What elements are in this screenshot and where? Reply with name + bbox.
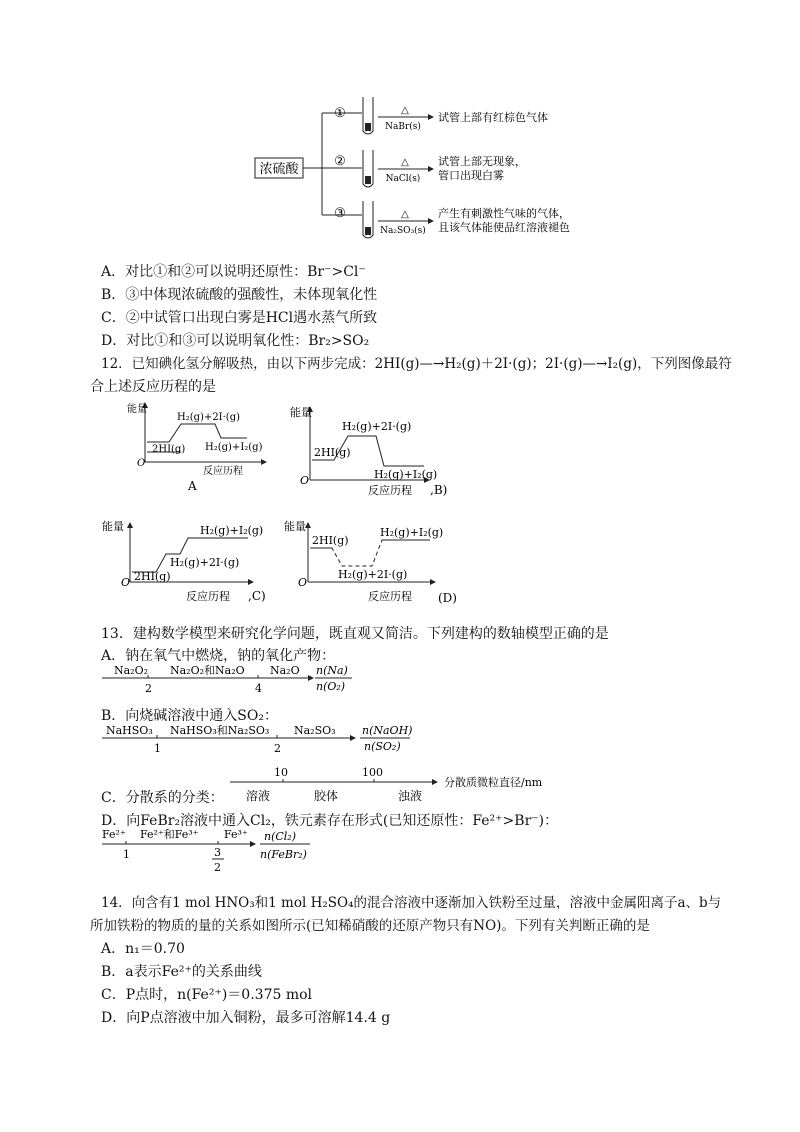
graph-c-label: ,C) bbox=[248, 589, 266, 603]
result-3a: 产生有刺激性气味的气体， bbox=[438, 207, 570, 220]
q14-option-d: D．向P点溶液中加入铜粉，最多可溶解14.4 g bbox=[101, 1010, 391, 1026]
q12-s_2hi: 2HI(g) bbox=[152, 444, 186, 455]
q13-C-segs-1: 胶体 bbox=[314, 789, 339, 803]
q13-D-segs-1: Fe²⁺和Fe³⁺ bbox=[140, 828, 199, 841]
q13-d-axis bbox=[100, 826, 340, 874]
graph-d bbox=[284, 518, 470, 608]
q12-s_h2i: H₂(g)+2I·(g) bbox=[338, 568, 408, 581]
q12-stem-1: 12．已知碘化氢分解吸热，由以下两步完成：2HI(g)—→H₂(g)＋2I·(g)；2I·(g)—→I₂(g)，下列图像最符 bbox=[101, 356, 732, 372]
q13-c-axis bbox=[228, 764, 588, 804]
q12-s_h2i2: H₂(g)+I₂(g) bbox=[205, 442, 263, 453]
q13-A-ticks-1: 4 bbox=[255, 682, 262, 695]
reagent-label: 浓硫酸 bbox=[259, 162, 299, 177]
q13-D-frac_den: 2 bbox=[214, 861, 221, 874]
q13-C-segs-0: 溶液 bbox=[246, 789, 271, 803]
q13-D-den: n(FeBr₂) bbox=[260, 848, 307, 861]
q13-B-segs-0: NaHSO₃ bbox=[106, 724, 153, 737]
q13-A-den: n(O₂) bbox=[316, 680, 346, 693]
q12-s_2hi: 2HI(g) bbox=[134, 570, 171, 583]
q11-option-c: C．②中试管口出现白雾是HCl遇水蒸气所致 bbox=[101, 310, 378, 326]
q13-D-num: n(Cl₂) bbox=[264, 830, 297, 843]
graph-b-label: ,B) bbox=[430, 483, 448, 497]
q12-s_2hi: 2HI(g) bbox=[314, 446, 351, 459]
q12-axis_y: 能量 bbox=[102, 520, 124, 533]
q13-C-ticks-0: 10 bbox=[274, 766, 288, 779]
q13-A-num: n(Na) bbox=[316, 664, 348, 677]
q13-A-segs-1: Na₂O₂和Na₂O bbox=[170, 664, 245, 677]
q12-origin: O bbox=[121, 576, 131, 589]
q12-axis_y: 能量 bbox=[284, 520, 306, 533]
q13-B-ticks-1: 2 bbox=[274, 742, 281, 755]
q12-axis_y: 能量 bbox=[127, 404, 147, 415]
result-1: 试管上部有红棕色气体 bbox=[438, 111, 548, 124]
q13-option-b: B．向烧碱溶液中通入SO₂： bbox=[101, 708, 278, 724]
q13-C-ticks-1: 100 bbox=[362, 766, 383, 779]
q12-s_h2i2: H₂(g)+I₂(g) bbox=[374, 468, 438, 481]
heat-symbol-3: △ bbox=[401, 209, 409, 220]
q13-b-axis bbox=[100, 722, 430, 758]
heat-symbol-1: △ bbox=[401, 105, 409, 116]
q11-option-a: A．对比①和②可以说明还原性：Br⁻>Cl⁻ bbox=[101, 264, 366, 280]
q12-origin: O bbox=[137, 458, 146, 469]
q14-stem-1: 14．向含有1 mol HNO₃和1 mol H₂SO₄的混合溶液中逐渐加入铁粉至过量，溶液中金属阳离子a、b与 bbox=[101, 895, 722, 911]
result-3b: 且该气体能使品红溶液褪色 bbox=[438, 221, 570, 234]
q12-axis_x: 反应历程 bbox=[186, 590, 230, 603]
q11-option-b: B．③中体现浓硫酸的强酸性，未体现氧化性 bbox=[101, 287, 378, 303]
tube-num-1: ① bbox=[334, 106, 346, 121]
q14-stem-2: 所加铁粉的物质的量的关系如图所示(已知稀硝酸的还原产物只有NO)。下列有关判断正确的是 bbox=[90, 918, 650, 934]
q13-B-ticks-0: 1 bbox=[154, 742, 161, 755]
graph-a-label: A bbox=[188, 479, 197, 493]
q13-a-axis bbox=[100, 662, 370, 698]
q12-s_2hi: 2HI(g) bbox=[312, 534, 349, 547]
q14-option-c: C．P点时，n(Fe²⁺)＝0.375 mol bbox=[101, 987, 313, 1003]
q13-stem: 13．建构数学模型来研究化学问题，既直观又简洁。下列建构的数轴模型正确的是 bbox=[101, 626, 609, 642]
q13-C-axis: 分散质微粒直径/nm bbox=[444, 776, 543, 789]
q12-axis_x: 反应历程 bbox=[368, 590, 412, 603]
q13-option-d: D．向FeBr₂溶液中通入Cl₂，铁元素存在形式(已知还原性：Fe²⁺>Br⁻)： bbox=[101, 813, 559, 829]
q13-A-segs-2: Na₂O bbox=[270, 664, 300, 677]
tube-label-1: NaBr(s) bbox=[385, 122, 421, 132]
q12-axis_x: 反应历程 bbox=[203, 466, 243, 477]
q13-B-segs-1: NaHSO₃和Na₂SO₃ bbox=[170, 724, 270, 737]
q13-B-segs-2: Na₂SO₃ bbox=[294, 724, 336, 737]
q12-origin: O bbox=[300, 474, 310, 487]
result-2b: 管口出现白雾 bbox=[438, 169, 504, 182]
q12-s_h2i2: H₂(g)+I₂(g) bbox=[380, 526, 444, 539]
graph-a bbox=[125, 398, 275, 498]
q11-option-d: D．对比①和③可以说明氧化性：Br₂>SO₂ bbox=[101, 333, 370, 349]
q12-origin: O bbox=[298, 576, 308, 589]
q13-B-den: n(SO₂) bbox=[364, 740, 401, 753]
q12-stem-2: 合上述反应历程的是 bbox=[90, 379, 216, 395]
graph-d-label: (D) bbox=[438, 591, 457, 605]
q13-B-num: n(NaOH) bbox=[362, 724, 413, 737]
q13-D-segs-2: Fe³⁺ bbox=[224, 828, 248, 841]
q12-s_h2i: H₂(g)+2I·(g) bbox=[170, 556, 240, 569]
q12-s_h2i2: H₂(g)+I₂(g) bbox=[200, 524, 264, 537]
q11-diagram bbox=[250, 95, 590, 245]
q13-A-segs-0: Na₂O₂ bbox=[114, 664, 149, 677]
tube-num-3: ③ bbox=[334, 206, 346, 221]
q12-axis_y: 能量 bbox=[290, 406, 312, 419]
q13-D-ticks-0: 1 bbox=[123, 848, 130, 861]
q14-option-b: B．a表示Fe²⁺的关系曲线 bbox=[101, 964, 262, 980]
q12-axis_x: 反应历程 bbox=[368, 484, 412, 497]
q14-option-a: A．n₁＝0.70 bbox=[101, 941, 185, 957]
q13-option-a: A．钠在氧气中燃烧，钠的氧化产物： bbox=[101, 648, 336, 664]
result-2a: 试管上部无现象， bbox=[438, 155, 526, 168]
tube-num-2: ② bbox=[334, 154, 346, 169]
q13-A-ticks-0: 2 bbox=[145, 682, 152, 695]
q12-s_h2i: H₂(g)+2I·(g) bbox=[177, 412, 241, 423]
tube-label-2: NaCl(s) bbox=[385, 174, 421, 184]
q12-s_h2i: H₂(g)+2I·(g) bbox=[342, 420, 412, 433]
heat-symbol-2: △ bbox=[401, 157, 409, 168]
tube-label-3: Na₂SO₃(s) bbox=[380, 226, 426, 236]
graph-b bbox=[292, 400, 462, 500]
q13-C-segs-2: 浊液 bbox=[398, 789, 423, 803]
q13-D-segs-0: Fe²⁺ bbox=[102, 828, 126, 841]
graph-c bbox=[102, 518, 270, 608]
q13-option-c: C．分散系的分类： bbox=[101, 790, 224, 806]
q13-D-frac_num: 3 bbox=[214, 846, 221, 859]
